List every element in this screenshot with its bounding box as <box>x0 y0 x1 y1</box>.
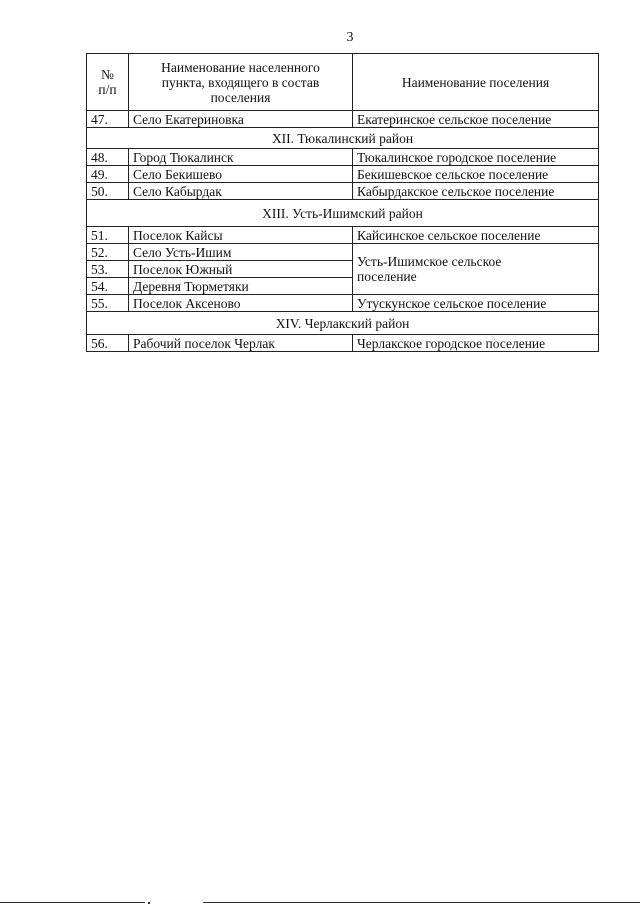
table-row <box>87 244 599 261</box>
table-row <box>87 149 599 166</box>
settlement-name: Черлакское городское поселение <box>353 335 599 352</box>
table-row <box>87 295 599 312</box>
row-number: 54. <box>87 278 129 295</box>
locality-name: Деревня Тюрметяки <box>129 278 353 295</box>
footer-rule-left <box>0 902 145 903</box>
table-row <box>87 335 599 352</box>
locality-name: Поселок Аксеново <box>129 295 353 312</box>
district-heading: XII. Тюкалинский район <box>87 128 599 149</box>
header-number: № п/п <box>87 54 129 111</box>
row-number: 51. <box>87 227 129 244</box>
row-number: 52. <box>87 244 129 261</box>
locality-name: Село Кабырдак <box>129 183 353 200</box>
footer-mark <box>148 902 150 904</box>
district-row <box>87 128 599 149</box>
table-row <box>87 111 599 128</box>
row-number: 53. <box>87 261 129 278</box>
locality-name: Поселок Кайсы <box>129 227 353 244</box>
row-number: 55. <box>87 295 129 312</box>
settlement-name: Кабырдакское сельское поселение <box>353 183 599 200</box>
locality-name: Село Бекишево <box>129 166 353 183</box>
district-row <box>87 200 599 227</box>
header-locality-name: Наименование населенного пункта, входящего в состав поселения <box>129 54 353 111</box>
district-row <box>87 312 599 335</box>
table-row <box>87 227 599 244</box>
locality-name: Поселок Южный <box>129 261 353 278</box>
district-heading: XIII. Усть-Ишимский район <box>87 200 599 227</box>
footer-rule-right <box>203 902 640 903</box>
row-number: 50. <box>87 183 129 200</box>
row-number: 49. <box>87 166 129 183</box>
settlement-name: Утускунское сельское поселение <box>353 295 599 312</box>
row-number: 48. <box>87 149 129 166</box>
page-number: 3 <box>346 30 354 45</box>
locality-name: Село Усть-Ишим <box>129 244 353 261</box>
settlement-name: Бекишевское сельское поселение <box>353 166 599 183</box>
locality-name: Село Екатериновка <box>129 111 353 128</box>
settlement-name: Кайсинское сельское поселение <box>353 227 599 244</box>
district-heading: XIV. Черлакский район <box>87 312 599 335</box>
settlement-name: Тюкалинское городское поселение <box>353 149 599 166</box>
settlement-name: Екатеринское сельское поселение <box>353 111 599 128</box>
table-header-row <box>87 54 599 111</box>
table-row <box>87 166 599 183</box>
row-number: 47. <box>87 111 129 128</box>
header-settlement-name: Наименование поселения <box>353 54 599 111</box>
row-number: 56. <box>87 335 129 352</box>
table-row <box>87 183 599 200</box>
settlement-name-merged: Усть-Ишимское сельское поселение <box>353 244 599 295</box>
settlements-table <box>86 53 599 352</box>
locality-name: Город Тюкалинск <box>129 149 353 166</box>
locality-name: Рабочий поселок Черлак <box>129 335 353 352</box>
